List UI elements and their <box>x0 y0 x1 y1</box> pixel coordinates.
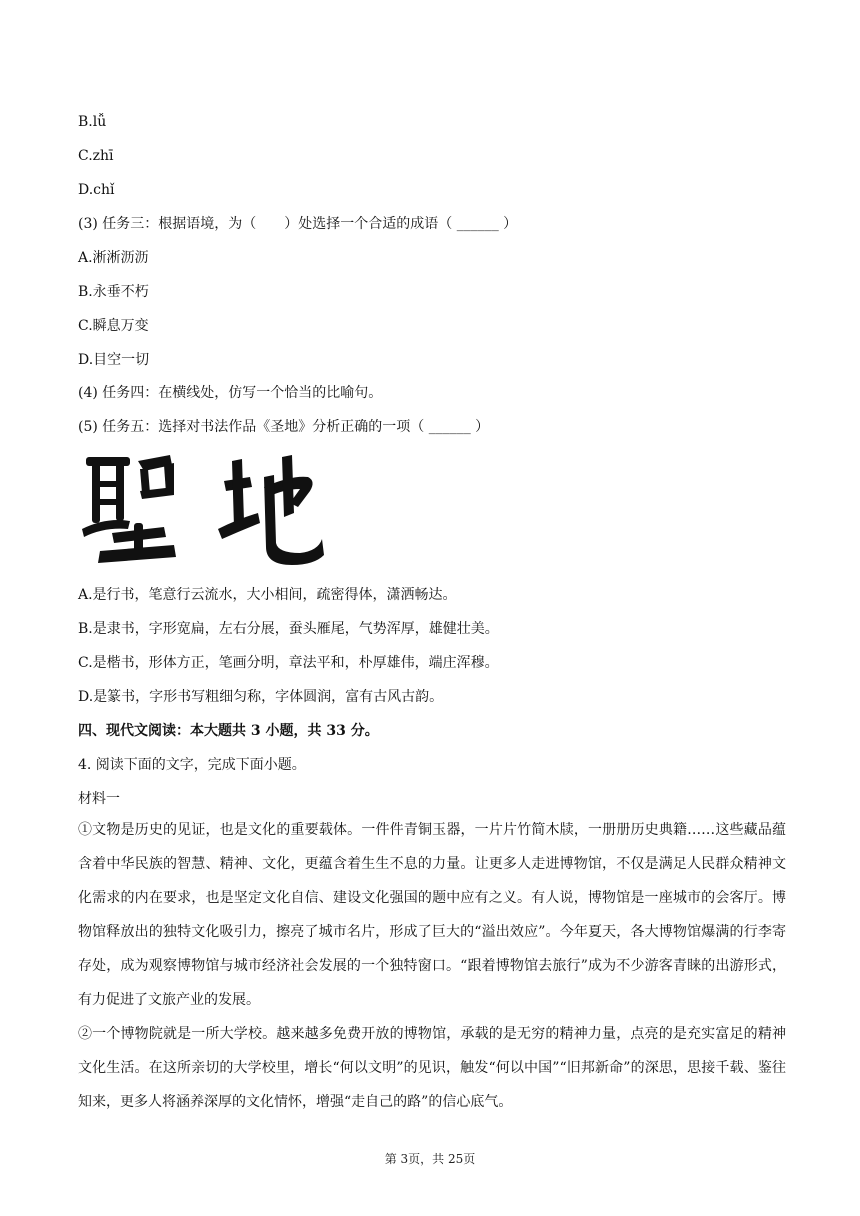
calligraphy-char-di <box>218 455 324 565</box>
material-label: 材料一 <box>78 791 120 807</box>
q5-option-b: B.是隶书，字形宽扁，左右分展，蚕头雁尾，气势浑厚，雄健壮美。 <box>78 621 499 637</box>
q5-prompt: (5) 任务五：选择对书法作品《圣地》分析正确的一项（ ______ ） <box>78 419 490 435</box>
q3-option-c: C.瞬息万变 <box>78 318 149 334</box>
q3-option-b: B.永垂不朽 <box>78 284 149 300</box>
section-heading: 四、现代文阅读：本大题共 3 小题，共 33 分。 <box>78 723 379 739</box>
option-b-q2: B.lǚ <box>78 114 107 130</box>
q3-option-d: D.目空一切 <box>78 352 150 368</box>
q4-prompt: (4) 任务四：在横线处，仿写一个恰当的比喻句。 <box>78 385 383 401</box>
q5-option-c: C.是楷书，形体方正，笔画分明，章法平和，朴厚雄伟，端庄浑穆。 <box>78 655 499 671</box>
calligraphy-image <box>78 447 324 569</box>
material-paragraph-2: ②一个博物院就是一所大学校。越来越多免费开放的博物馆，承载的是无穷的精神力量，点亮的是充实富足的精神文化生活。在这所亲切的大学校里，增长“何以文明”的见识，触发“何以中国”“旧邦新命”的深思，思接千载、鉴往知来，更多人将涵养深厚的文化情怀，增强“走自己的路”的信心底气。 <box>78 1026 786 1110</box>
material-paragraph-1: ①文物是历史的见证，也是文化的重要载体。一件件青铜玉器，一片片竹简木牍，一册册历史典籍……这些藏品蕴含着中华民族的智慧、精神、文化，更蕴含着生生不息的力量。让更多人走进博物馆，不仅是满足人民群众精神文化需求的内在要求，也是坚定文化自信、建设文化强国的题中应有之义。有人说，博物馆是一座城市的会客厅。博物馆释放出的独特文化吸引力，擦亮了城市名片，形成了巨大的“溢出效应”。今年夏天，各大博物馆爆满的行李寄存处，成为观察博物馆与城市经济社会发展的一个独特窗口。“跟着博物馆去旅行”成为不少游客青睐的出游形式，有力促进了文旅产业的发展。 <box>78 822 786 1008</box>
page-footer: 第 3页，共 25页 <box>384 1152 476 1166</box>
question-4: 4. 阅读下面的文字，完成下面小题。 <box>78 757 306 773</box>
option-d-q2: D.chǐ <box>78 182 115 198</box>
q5-option-a: A.是行书，笔意行云流水，大小相间，疏密得体，潇洒畅达。 <box>78 587 457 603</box>
q3-prompt: (3) 任务三：根据语境，为（ ）处选择一个合适的成语（ ______ ） <box>78 216 518 232</box>
calligraphy-char-sheng <box>82 455 176 563</box>
q5-option-d: D.是篆书，字形书写粗细匀称，字体圆润，富有古风古韵。 <box>78 689 444 705</box>
option-c-q2: C.zhī <box>78 148 114 164</box>
q3-option-a: A.淅淅沥沥 <box>78 250 149 266</box>
